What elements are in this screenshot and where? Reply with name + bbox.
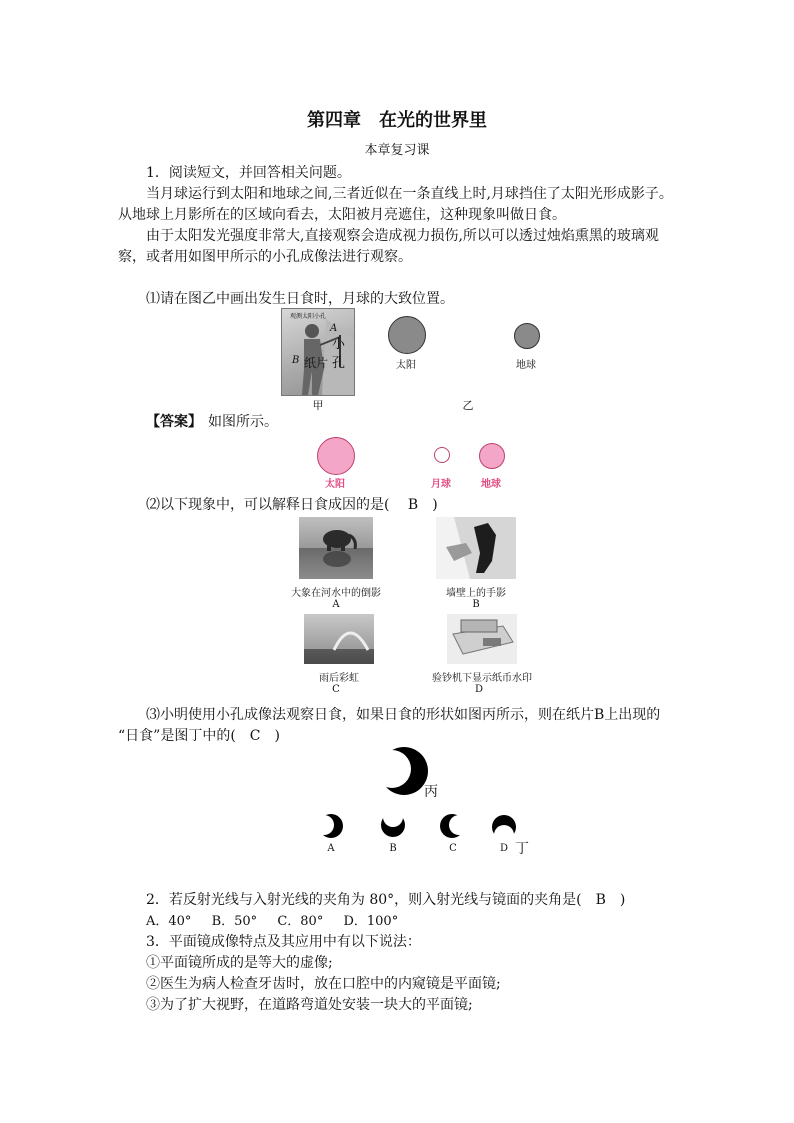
ding-option-c-letter: C	[449, 843, 457, 854]
q1-sub3-stem-end: 上出现的	[604, 707, 661, 723]
answer-earth	[479, 443, 505, 469]
option-b-letter: B	[472, 599, 480, 610]
q1-sub3-choice: C	[249, 728, 261, 744]
q1-para1-line1: 当月球运行到太阳和地球之间,三者近似在一条直线上时,月球挡住了太阳光形成影子。	[146, 186, 673, 202]
q1-para1-line2: 从地球上月影所在的区域向看去，太阳被月亮遮住，这种现象叫做日食。	[118, 207, 566, 223]
q1-sub3-mark: B	[594, 707, 605, 723]
option-a-letter: A	[332, 599, 340, 610]
q1-sub3-stem: ⑶小明使用小孔成像法观察日食，如果日食的形状如图丙所示，则在纸片	[146, 707, 594, 723]
q1-sub2-close: )	[418, 497, 438, 513]
figure-jia-photo	[281, 308, 355, 396]
option-a-photo	[299, 517, 373, 579]
q2-choice: B	[595, 892, 606, 908]
q1-sub3-line1	[146, 704, 660, 724]
option-d-letter: D	[474, 684, 484, 695]
ding-option-a-letter: A	[327, 843, 335, 854]
answer-moon-label: 月球	[431, 479, 451, 490]
ding-option-c-crescent	[439, 812, 465, 840]
q1-sub2-choice: B	[407, 497, 419, 513]
option-d-photo	[447, 614, 517, 664]
q1-sub2	[146, 494, 438, 514]
q3-item-1: ①平面镜所成的是等大的虚像;	[146, 955, 333, 971]
rainbow-drawing	[304, 614, 374, 664]
money-detector-drawing	[447, 614, 517, 664]
option-a-caption: 大象在河水中的倒影	[291, 588, 381, 599]
option-b-photo	[436, 517, 516, 579]
q2-options	[146, 910, 398, 929]
option-c-photo	[304, 614, 374, 664]
q1-sub1: ⑴请在图乙中画出发生日食时，月球的大致位置。	[146, 291, 454, 307]
option-c-caption: 雨后彩虹	[319, 673, 359, 684]
q2-option-c: C．80°	[277, 914, 324, 929]
figure-jia-label-hole: 小孔	[332, 337, 346, 371]
ding-option-b-crescent	[378, 812, 408, 838]
q1-para2-line2: 察，或者用如图甲所示的小孔成像法进行观察。	[118, 249, 412, 265]
figure-jia-label-paper: 纸片	[304, 356, 329, 370]
ding-option-b-letter: B	[389, 843, 397, 854]
q2-stem	[146, 889, 625, 909]
q1-sub3-stem2: “日食”是图丁中的(	[118, 728, 250, 744]
q2-option-a: A．40°	[146, 914, 192, 929]
figure-yi-label: 乙	[462, 399, 474, 412]
ding-option-a-crescent	[318, 813, 344, 839]
q1-sub3-close: )	[260, 728, 280, 744]
ding-option-d-letter: D	[499, 843, 509, 854]
q2-stem-text: 2．若反射光线与入射光线的夹角为 80°，则入射光线与镜面的夹角是(	[146, 892, 596, 908]
figure-jia-label-a: A	[330, 323, 338, 334]
answer-earth-label: 地球	[481, 479, 501, 490]
ding-option-d-crescent	[489, 814, 519, 840]
figure-yi-sun-label: 太阳	[396, 360, 416, 371]
figure-yi-earth	[514, 323, 540, 349]
q1-answer-line	[146, 411, 278, 431]
q3-item-2: ②医生为病人检查牙齿时，放在口腔中的内窥镜是平面镜;	[146, 976, 501, 992]
figure-jia-caption: 观测太阳小孔	[290, 313, 327, 320]
page-title: 第四章 在光的世界里	[307, 110, 487, 131]
figure-ding-label: 丁	[515, 841, 529, 857]
answer-tag: 【答案】	[146, 414, 202, 430]
q2-option-b: B．50°	[211, 914, 258, 929]
figure-jia-label-b: B	[292, 355, 300, 366]
q3-item-3: ③为了扩大视野，在道路弯道处安装一块大的平面镜;	[146, 997, 473, 1013]
elephant-drawing	[299, 517, 373, 579]
figure-bing-crescent	[380, 744, 430, 798]
q2-option-d: D．100°	[343, 914, 399, 929]
answer-text: 如图所示。	[208, 414, 278, 430]
figure-yi-earth-label: 地球	[516, 360, 536, 371]
option-c-letter: C	[332, 684, 340, 695]
figure-yi-sun	[388, 316, 426, 354]
q3-stem: 3．平面镜成像特点及其应用中有以下说法：	[146, 934, 421, 950]
option-d-caption: 验钞机下显示纸币水印	[432, 673, 532, 684]
answer-moon	[434, 447, 450, 463]
q1-sub2-stem: ⑵以下现象中，可以解释日食成因的是(	[146, 497, 408, 513]
figure-jia-label: 甲	[312, 399, 324, 412]
q2-close: )	[605, 892, 626, 908]
q1-para2-line1: 由于太阳发光强度非常大,直接观察会造成视力损伤,所以可以透过烛焰熏黑的玻璃观	[146, 228, 659, 244]
option-b-caption: 墙壁上的手影	[446, 588, 506, 599]
q1-sub3-line2	[118, 725, 280, 745]
answer-sun-label: 太阳	[325, 479, 345, 490]
hand-shadow-drawing	[436, 517, 516, 579]
page-subtitle: 本章复习课	[364, 143, 430, 158]
figure-bing-label: 丙	[424, 784, 438, 800]
q1-intro: 1．阅读短文，并回答相关问题。	[146, 165, 351, 181]
answer-sun	[317, 437, 355, 475]
